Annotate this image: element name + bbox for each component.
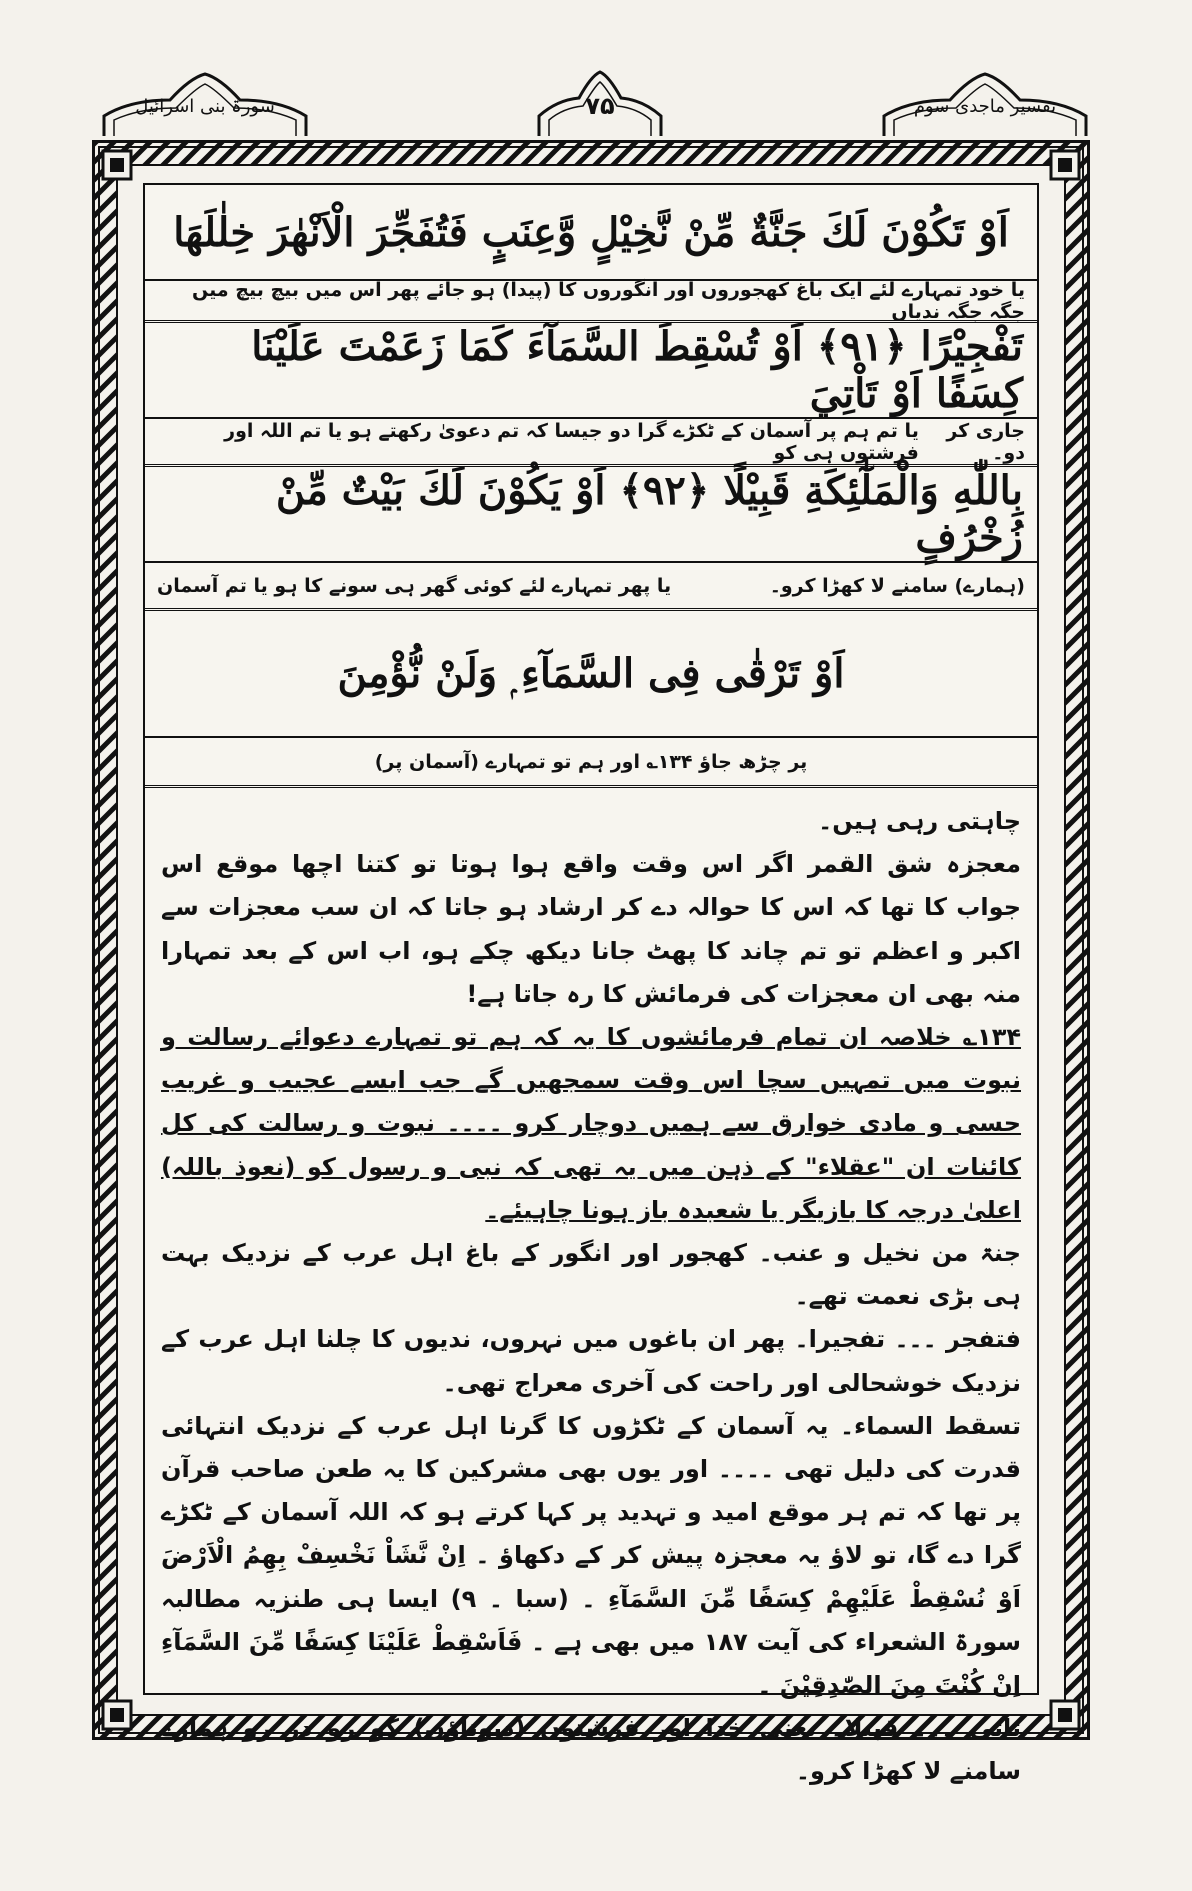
verse-translation-3: [145, 563, 1037, 611]
verse-arabic-1: اَوْ تَكُوْنَ لَكَ جَنَّةٌ مِّنْ نَّخِيْلٍ وَّعِنَبٍ فَتُفَجِّرَ الْاَنْهٰرَ خِلٰلَهَا: [145, 185, 1037, 281]
verse-arabic-4: اَوْ تَرْقٰى فِى السَّمَآءِ ۭ وَلَنْ نُّؤْمِنَ: [145, 611, 1037, 738]
text-area: [143, 183, 1039, 1786]
translation-line: جاری کر دو۔: [946, 419, 1025, 464]
commentary-paragraph: چاہتی رہی ہیں۔: [818, 807, 1021, 835]
translation-line: (ہمارے) سامنے لا کھڑا کرو۔: [769, 574, 1025, 597]
header-cartouche-left: [100, 70, 310, 142]
header-cartouche-center: [535, 70, 665, 142]
page-frame: [92, 140, 1090, 1786]
translation-line: یا تم ہم پر آسمان کے ٹکڑے گرا دو جیسا کہ تم دعویٰ رکھتے ہو یا تم اللہ اور فرشتوں ہی کو: [224, 419, 919, 464]
commentary-paragraph: فتفجر ۔۔۔ تفجیرا۔ پھر ان باغوں میں نہروں، ندیوں کا چلنا اہل عرب کے نزدیک خوشحالی اور راحت کی آخری معراج تھی۔: [161, 1325, 1021, 1397]
commentary-paragraph: جنۃ من نخیل و عنب۔ کھجور اور انگور کے باغ اہل عرب کے نزدیک بہت ہی بڑی نعمت تھے۔: [161, 1239, 1021, 1311]
translation-line: یا پھر تمہارے لئے کوئی گھر ہی سونے کا ہو یا تم آسمان: [157, 574, 672, 597]
verse-translation-2: [145, 419, 1037, 467]
translation-line: پر چڑھ جاؤ ۱۳۴؎ اور ہم تو تمہارے (آسمان پر): [374, 750, 808, 773]
commentary-paragraph: تاتی ۔۔۔ قبیلا۔ یعنی خدا اور فرشتوں (دیوتاؤں) کو رو در رو ہمارے سامنے لا کھڑا کرو۔: [161, 1714, 1021, 1786]
commentary-paragraph: معجزہ شق القمر اگر اس وقت واقع ہوا ہوتا تو کتنا اچھا موقع اس جواب کا تھا کہ اس کا حوالہ دے کر ارشاد ہو جاتا کہ ان سب معجزات سے اکبر و اعظم تو تم چاند کا پھٹ جانا دیکھ چکے ہو، اب اس کے بعد تمہارا منہ بھی ان معجزات کی فرمائش کا رہ جاتا ہے!: [161, 850, 1021, 1008]
page-number: ۷۵: [585, 92, 615, 120]
verse-translation-1: [145, 278, 1037, 323]
book-title: تفسیر ماجدی سوم: [913, 95, 1057, 117]
translation-line: یا خود تمہارے لئے ایک باغ کھجوروں اور انگوروں کا (پیدا) ہو جائے پھر اس میں بیچ بیچ میں جگہ جگہ ندیاں: [192, 278, 1025, 323]
surah-title: سورۃ بنی اسرائیل: [135, 95, 275, 117]
header-cartouche-right: [880, 70, 1090, 142]
commentary-paragraph: تسقط السماء۔ یہ آسمان کے ٹکڑوں کا گرنا اہل عرب کے نزدیک انتہائی قدرت کی دلیل تھی ۔۔۔۔ اور یوں بھی مشرکین کا یہ طعن صاحب قرآن پر تھا کہ تم ہر موقع امید و تہدید پر کہا کرتے ہو کہ اللہ آسمان کے ٹکڑے گرا دے گا، تو لاؤ یہ معجزہ پیش کر کے دکھاؤ ۔ اِنْ نَّشَاْ نَخْسِفْ بِهِمُ الْاَرْضَ اَوْ نُسْقِطْ عَلَيْهِمْ كِسَفًا مِّنَ السَّمَآءِ ۔ (سبا ۔ ۹) ایسا ہی طنزیہ مطالبہ سورۃ الشعراء کی آیت ۱۸۷ میں بھی ہے ۔ فَاَسْقِطْ عَلَيْنَا كِسَفًا مِّنَ السَّمَآءِ اِنْ كُنْتَ مِنَ الصّٰدِقِيْنَ ۔: [161, 1411, 1021, 1700]
verse-arabic-3: بِاللّٰهِ وَالْمَلٰٓئِكَةِ قَبِيْلًا ﴿۹۲﴾ اَوْ يَكُوْنَ لَكَ بَيْتٌ مِّنْ زُخْرُفٍ: [145, 467, 1037, 563]
commentary: [145, 788, 1037, 1806]
commentary-paragraph: ۱۳۴؎ خلاصہ ان تمام فرمائشوں کا یہ کہ ہم تو تمہارے دعوائے رسالت و نبوت میں تمہیں سچا اس وقت سمجھیں گے جب ایسے عجیب و غریب حسی و مادی خوارق سے ہمیں دوچار کرو ۔۔۔۔ نبوت و رسالت کی کل کائنات ان "عقلاء" کے ذہن میں یہ تھی کہ نبی و رسول کو (نعوذ باللہ) اعلیٰ درجہ کا بازیگر یا شعبدہ باز ہونا چاہیئے۔: [161, 1023, 1021, 1224]
verse-arabic-2: تَفْجِيْرًا ﴿۹۱﴾ اَوْ تُسْقِطَ السَّمَآءَ كَمَا زَعَمْتَ عَلَيْنَا كِسَفًا اَوْ تَاْتِيَ: [145, 323, 1037, 419]
verse-translation-4: [145, 738, 1037, 788]
